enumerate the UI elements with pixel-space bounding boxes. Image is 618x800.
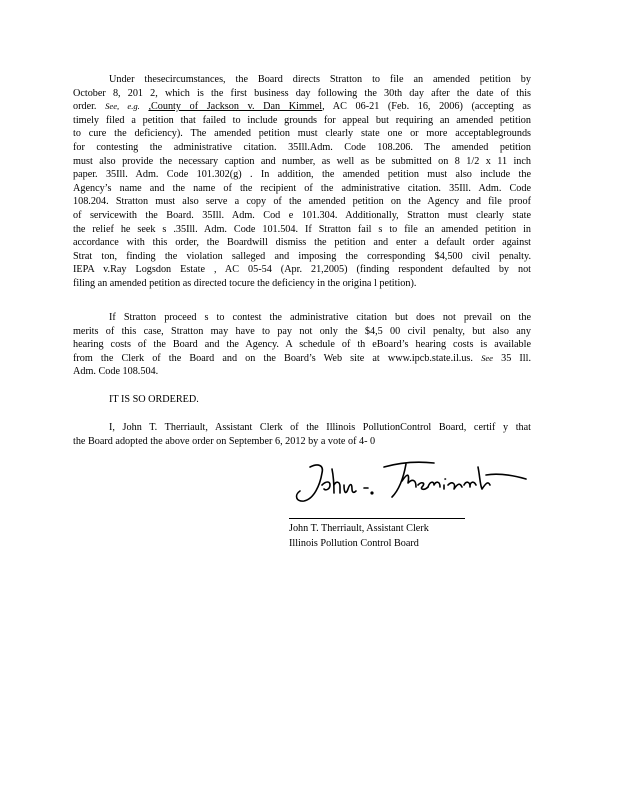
signer-name-title: John T. Therriault, Assistant Clerk (289, 523, 429, 534)
text-line: 108.204. Stratton must also serve a copy of the amended petition on the Agency and file proof (73, 196, 531, 208)
text-line: IT IS SO ORDERED. (109, 394, 199, 405)
signature-line (289, 518, 465, 519)
text-line: to cure the deficiency). The amended petition must clearly state one or more acceptablegrounds (73, 128, 531, 140)
paragraph-amended-petition (73, 73, 531, 291)
paragraph-so-ordered (73, 393, 531, 407)
citation-signal: See, e.g. (105, 101, 140, 112)
text-line: hearing costs of the Board and the Agency. A schedule of th eBoard’s hearing costs is available (73, 339, 531, 351)
text-line: the Board adopted the above order on September 6, 2012 by a vote of 4- 0 (73, 435, 376, 447)
text-line: Under thesecircumstances, the Board directs Stratton to file an amended petition by (109, 74, 531, 85)
text-line: October 8, 201 2, which is the first business day following the 30th day after the date of this (73, 87, 531, 99)
text-line: I, John T. Therriault, Assistant Clerk of the Illinois PollutionControl Board, certif y that (109, 422, 531, 433)
text-line: must also provide the necessary caption and number, as well as be submitted on 8 1/2 x 11 inch (73, 155, 531, 167)
text-line: the relief he seek s .35Ill. Adm. Code 101.504. If Stratton fail s to file an amended petition in (73, 223, 531, 235)
text-line: accordance with this order, the Boardwill dismiss the petition and enter a default order against (73, 237, 531, 249)
signer-organization: Illinois Pollution Control Board (289, 538, 419, 549)
text-line: order. See, e.g. ,County of Jackson v. Dan Kimmel, AC 06-21 (Feb. 16, 2006) (accepting as (73, 101, 531, 113)
paragraph-hearing-costs (73, 311, 531, 379)
citation-signal: See (481, 352, 493, 363)
text-line: IEPA v.Ray Logsdon Estate , AC 05-54 (Apr. 21,2005) (finding respondent defaulted by not (73, 264, 531, 276)
text-line: Adm. Code 108.504. (73, 366, 159, 378)
handwritten-signature (288, 455, 538, 523)
text-line: timely filed a petition that failed to include grounds for appeal but requiring an amended petition (73, 114, 531, 126)
text-line: filing an amended petition as directed tocure the deficiency in the origina l petition). (73, 277, 417, 289)
text-line: Strat ton, finding the violation salleged and imposing the corresponding $4,500 civil penalty. (73, 250, 531, 262)
signature-block (289, 521, 429, 551)
paragraph-certification (73, 421, 531, 448)
text-line: for contesting the administrative citation. 35Ill.Adm. Code 108.206. The amended petition (73, 141, 531, 153)
text-line: merits of this case, Stratton may have to pay not only the $4,5 00 civil penalty, but also any (73, 325, 531, 337)
text-line: If Stratton proceed s to contest the administrative citation but does not prevail on the (109, 312, 531, 323)
text-line: Agency’s name and the name of the recipient of the administrative citation. 35Ill. Adm. Code (73, 182, 531, 194)
text-line: paper. 35Ill. Adm. Code 101.302(g) . In addition, the amended petition must also include the (73, 169, 531, 181)
text-line: of servicewith the Board. 35Ill. Adm. Cod e 101.304. Additionally, Stratton must clearly state (73, 209, 531, 221)
case-name: ,County of Jackson v. Dan Kimmel (148, 101, 323, 113)
text-line: from the Clerk of the Board and on the Board’s Web site at www.ipcb.state.il.us. See 35 Ill. (73, 352, 532, 364)
